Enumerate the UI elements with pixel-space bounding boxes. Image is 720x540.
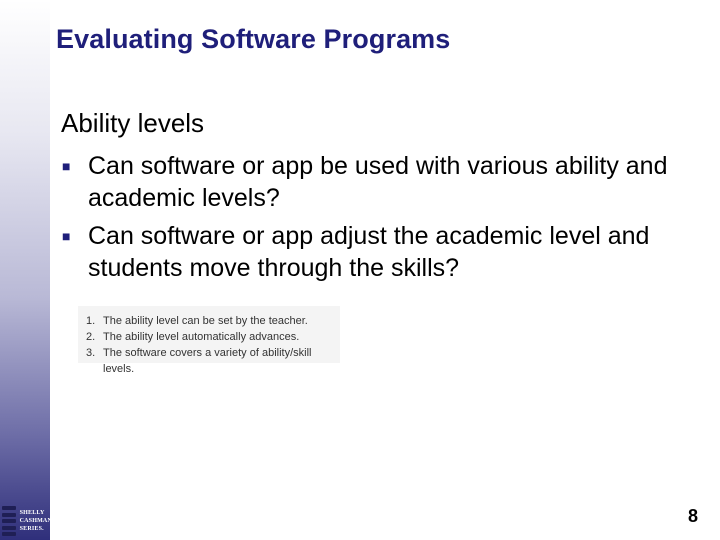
square-bullet-icon: ■ bbox=[62, 158, 71, 174]
square-bullet-icon: ■ bbox=[62, 228, 71, 244]
bullet-item bbox=[62, 150, 702, 214]
logo-line-1: SHELLY bbox=[19, 509, 45, 516]
shelly-cashman-logo bbox=[0, 502, 52, 540]
checklist-text: The ability level can be set by the teacher. bbox=[103, 315, 308, 327]
checklist-item bbox=[86, 313, 332, 329]
bullet-list bbox=[62, 150, 702, 290]
checklist-item bbox=[86, 345, 332, 377]
checklist-text: The ability level automatically advances. bbox=[103, 331, 300, 343]
logo-text bbox=[20, 510, 52, 533]
bullet-item bbox=[62, 220, 702, 284]
left-gradient-stripe bbox=[0, 0, 50, 540]
checklist-number: 1. bbox=[86, 315, 96, 327]
checklist-text: The software covers a variety of ability/skill levels. bbox=[103, 347, 312, 375]
checklist-item bbox=[86, 329, 332, 345]
books-icon bbox=[2, 506, 16, 536]
section-heading: Ability levels bbox=[61, 108, 205, 138]
checklist-number: 3. bbox=[86, 347, 96, 359]
logo-line-3: SERIES. bbox=[19, 525, 44, 532]
ability-level-checklist-image bbox=[78, 306, 340, 375]
logo-line-2: CASHMAN bbox=[19, 517, 52, 524]
checklist-number: 2. bbox=[86, 331, 96, 343]
slide-title: Evaluating Software Programs bbox=[56, 24, 451, 54]
slide-number: 8 bbox=[687, 506, 698, 526]
bullet-text: Can software or app be used with various ability and academic levels? bbox=[88, 152, 668, 212]
bullet-text: Can software or app adjust the academic level and students move through the skills? bbox=[88, 222, 650, 282]
